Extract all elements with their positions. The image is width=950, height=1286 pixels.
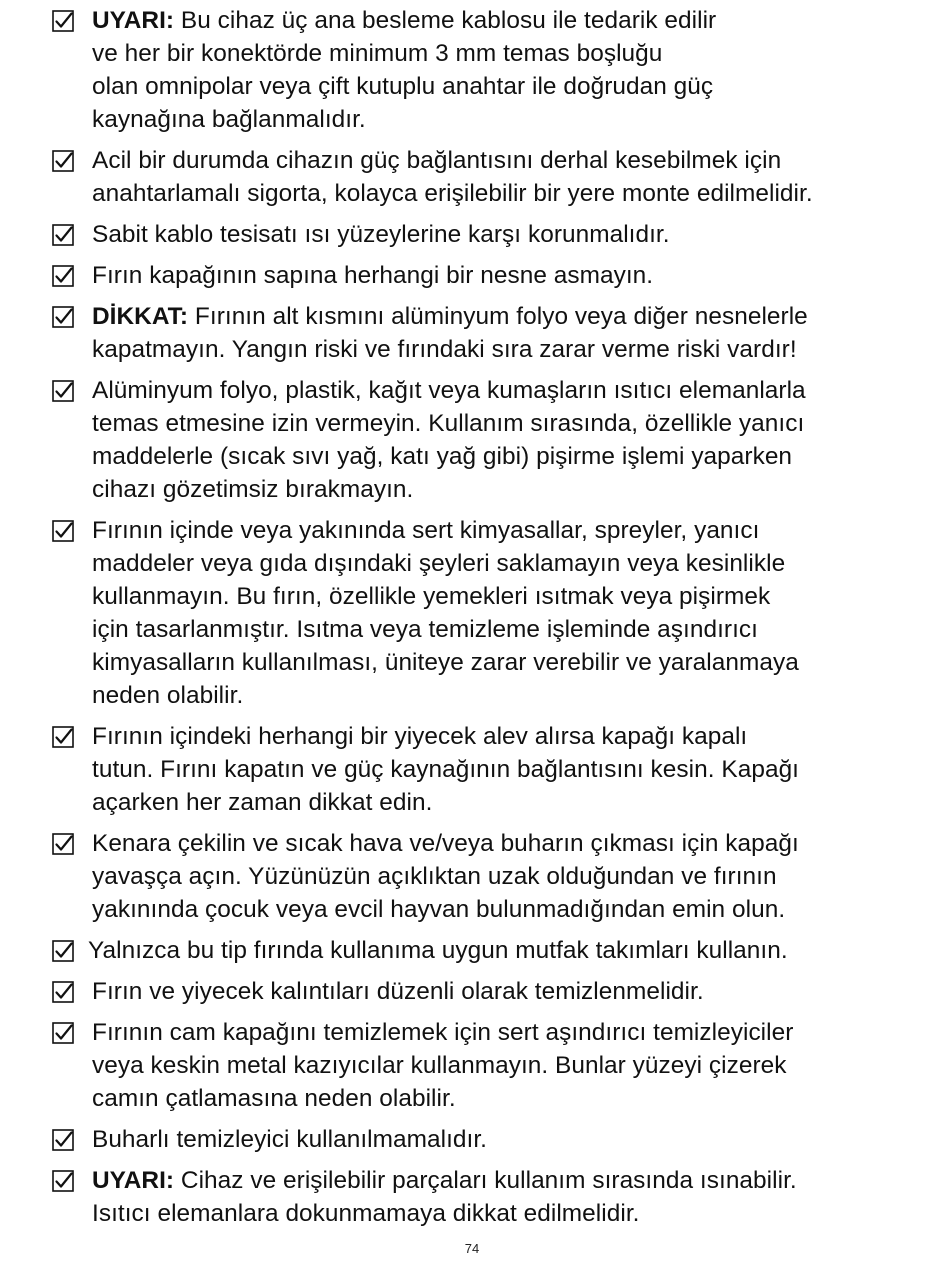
instruction-line xyxy=(92,4,912,37)
instruction-text: Sabit kablo tesisatı ısı yüzeylerine karşı korunmalıdır. xyxy=(92,221,670,248)
instruction-text: yavaşça açın. Yüzünüzün açıklıktan uzak olduğundan ve fırının xyxy=(92,863,777,890)
instruction-item xyxy=(52,374,912,506)
instruction-line xyxy=(92,646,912,679)
instruction-item xyxy=(52,720,912,819)
instruction-text: neden olabilir. xyxy=(92,682,244,709)
checked-box-icon xyxy=(52,1170,74,1192)
instruction-text: kaynağına bağlanmalıdır. xyxy=(92,106,366,133)
checked-box-icon xyxy=(52,10,74,32)
instruction-line xyxy=(92,679,912,712)
instruction-text: Fırın kapağının sapına herhangi bir nesne asmayın. xyxy=(92,262,654,289)
instruction-text: Cihaz ve erişilebilir parçaları kullanım sırasında ısınabilir. xyxy=(174,1167,797,1194)
instruction-line xyxy=(92,893,912,926)
instruction-item xyxy=(52,4,912,136)
instruction-item xyxy=(52,1164,912,1230)
instruction-line xyxy=(92,1123,912,1156)
warning-prefix: UYARI: xyxy=(92,7,175,34)
checked-box-icon xyxy=(52,1129,74,1151)
instruction-line xyxy=(92,70,912,103)
instruction-text: Fırının içinde veya yakınında sert kimyasallar, spreyler, yanıcı xyxy=(92,517,760,544)
instruction-text: cihazı gözetimsiz bırakmayın. xyxy=(92,476,414,503)
instruction-text: Isıtıcı elemanlara dokunmamaya dikkat edilmelidir. xyxy=(92,1200,640,1227)
checked-box-icon xyxy=(52,224,74,246)
instruction-line xyxy=(92,333,912,366)
instruction-line xyxy=(92,827,912,860)
instruction-text: ve her bir konektörde minimum 3 mm temas boşluğu xyxy=(92,40,663,67)
instruction-text: anahtarlamalı sigorta, kolayca erişilebilir bir yere monte edilmelidir. xyxy=(92,180,813,207)
instruction-text: Fırın ve yiyecek kalıntıları düzenli olarak temizlenmelidir. xyxy=(92,978,704,1005)
instruction-text: veya keskin metal kazıyıcılar kullanmayın. Bunlar yüzeyi çizerek xyxy=(92,1052,787,1079)
instruction-text: tutun. Fırını kapatın ve güç kaynağının bağlantısını kesin. Kapağı xyxy=(92,756,800,783)
instruction-line xyxy=(92,144,912,177)
instruction-line xyxy=(92,547,912,580)
instruction-line xyxy=(92,1049,912,1082)
instruction-line xyxy=(92,300,912,333)
instruction-text: Buharlı temizleyici kullanılmamalıdır. xyxy=(92,1126,487,1153)
instruction-line xyxy=(92,37,912,70)
instruction-line xyxy=(92,374,912,407)
instruction-line xyxy=(92,407,912,440)
instruction-line xyxy=(92,514,912,547)
instruction-text: olan omnipolar veya çift kutuplu anahtar ile doğrudan güç xyxy=(92,73,714,100)
instruction-line xyxy=(92,613,912,646)
instruction-text: kullanmayın. Bu fırın, özellikle yemekleri ısıtmak veya pişirmek xyxy=(92,583,771,610)
instruction-text: Fırının alt kısmını alüminyum folyo veya diğer nesnelerle xyxy=(188,303,808,330)
checked-box-icon xyxy=(52,981,74,1003)
checked-box-icon xyxy=(52,380,74,402)
instruction-item xyxy=(52,259,912,292)
instruction-line xyxy=(92,720,912,753)
page-number: 74 xyxy=(464,1241,480,1256)
safety-instructions-list xyxy=(52,4,912,1238)
instruction-line xyxy=(92,259,912,292)
instruction-line xyxy=(92,1197,912,1230)
instruction-line xyxy=(92,753,912,786)
instruction-text: Kenara çekilin ve sıcak hava ve/veya buharın çıkması için kapağı xyxy=(92,830,799,857)
instruction-item xyxy=(52,1123,912,1156)
instruction-line xyxy=(92,580,912,613)
instruction-line xyxy=(92,103,912,136)
instruction-text: kapatmayın. Yangın riski ve fırındaki sıra zarar verme riski vardır! xyxy=(92,336,797,363)
instruction-item xyxy=(52,144,912,210)
instruction-item xyxy=(52,827,912,926)
instruction-line xyxy=(92,473,912,506)
instruction-line xyxy=(92,975,912,1008)
checked-box-icon xyxy=(52,940,74,962)
instruction-line xyxy=(92,860,912,893)
instruction-item xyxy=(52,300,912,366)
checked-box-icon xyxy=(52,726,74,748)
instruction-item xyxy=(52,934,912,967)
checked-box-icon xyxy=(52,833,74,855)
instruction-text: açarken her zaman dikkat edin. xyxy=(92,789,433,816)
instruction-item xyxy=(52,514,912,712)
checked-box-icon xyxy=(52,1022,74,1044)
warning-prefix: DİKKAT: xyxy=(92,303,189,330)
instruction-text: için tasarlanmıştır. Isıtma veya temizleme işleminde aşındırıcı xyxy=(92,616,758,643)
instruction-line xyxy=(92,218,912,251)
instruction-text: Bu cihaz üç ana besleme kablosu ile tedarik edilir xyxy=(174,7,717,34)
instruction-text: Fırının içindeki herhangi bir yiyecek alev alırsa kapağı kapalı xyxy=(92,723,748,750)
instruction-line xyxy=(92,1164,912,1197)
instruction-text: maddelerle (sıcak sıvı yağ, katı yağ gibi) pişirme işlemi yaparken xyxy=(92,443,793,470)
instruction-text: Yalnızca bu tip fırında kullanıma uygun mutfak takımları kullanın. xyxy=(88,937,788,964)
checked-box-icon xyxy=(52,265,74,287)
instruction-text: camın çatlamasına neden olabilir. xyxy=(92,1085,456,1112)
instruction-item xyxy=(52,218,912,251)
checked-box-icon xyxy=(52,306,74,328)
instruction-line xyxy=(92,1016,912,1049)
instruction-line xyxy=(92,1082,912,1115)
instruction-text: Alüminyum folyo, plastik, kağıt veya kumaşların ısıtıcı elemanlarla xyxy=(92,377,806,404)
instruction-text: temas etmesine izin vermeyin. Kullanım sırasında, özellikle yanıcı xyxy=(92,410,805,437)
checked-box-icon xyxy=(52,520,74,542)
instruction-text: yakınında çocuk veya evcil hayvan bulunmadığından emin olun. xyxy=(92,896,786,923)
instruction-line xyxy=(88,934,912,967)
instruction-text: Fırının cam kapağını temizlemek için sert aşındırıcı temizleyiciler xyxy=(92,1019,794,1046)
instruction-text: maddeler veya gıda dışındaki şeyleri saklamayın veya kesinlikle xyxy=(92,550,786,577)
instruction-item xyxy=(52,975,912,1008)
instruction-text: kimyasalların kullanılması, üniteye zarar verebilir ve yaralanmaya xyxy=(92,649,799,676)
instruction-item xyxy=(52,1016,912,1115)
instruction-line xyxy=(92,786,912,819)
warning-prefix: UYARI: xyxy=(92,1167,175,1194)
instruction-line xyxy=(92,177,912,210)
checked-box-icon xyxy=(52,150,74,172)
instruction-text: Acil bir durumda cihazın güç bağlantısını derhal kesebilmek için xyxy=(92,147,782,174)
instruction-line xyxy=(92,440,912,473)
